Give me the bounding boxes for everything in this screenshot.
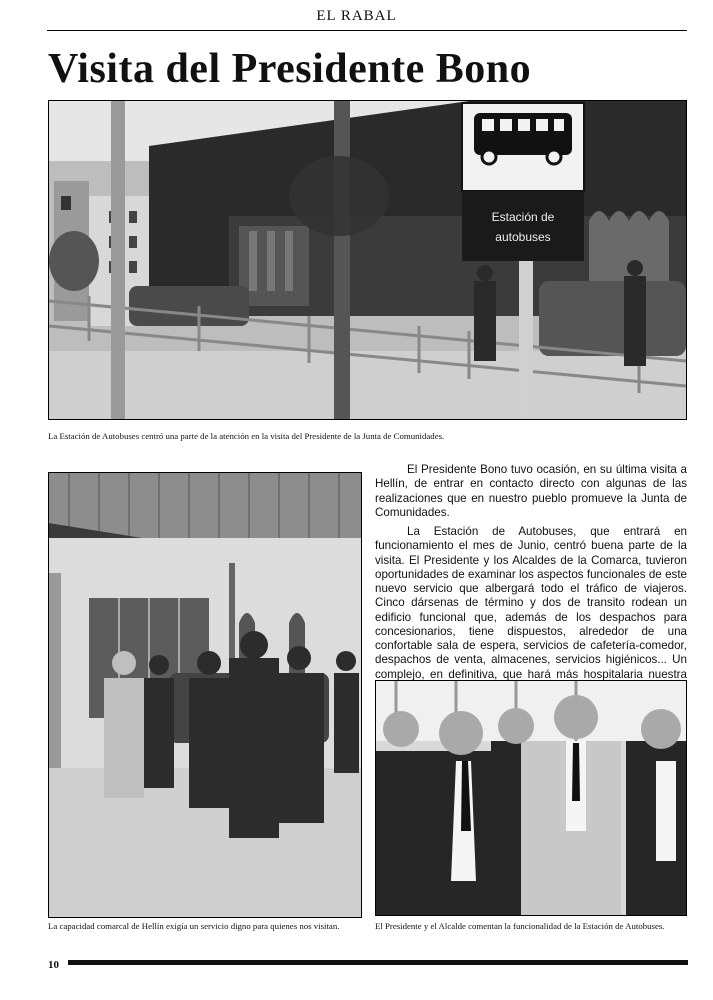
president-mayor-photo (375, 680, 687, 916)
sign-text-line1: Estación de (491, 210, 555, 224)
page-number: 10 (48, 959, 59, 971)
right-photo-caption: El Presidente y el Alcalde comentan la funcionalidad de la Estación de Autobuses. (375, 921, 665, 931)
footer-rule (68, 960, 688, 965)
sign-text-line2: autobuses (495, 230, 551, 244)
section-header: EL RABAL (316, 8, 397, 24)
article-paragraph: La Estación de Autobuses, que entrará en funcionamiento el mes de Junio, centró buena parte de la visita. El Presidente y los Alcaldes de la Comarca, tuvieron oportunidades de examinar los aspectos funcionales de este nuevo servicio que albergará todo el tráfico de viajeros. Cinco dársenas de término y dos de transito rodean un edificio funcional que, además de los despachos para concesionarios, tiene dispuestos, alrededor de una confortable sala de espera, servicios de cafetería-comedor, despachos de venta, almacenes, servicios higiénicos... Un complejo, en definitiva, que hará más hospitalaria nuestra (375, 525, 687, 681)
article-body (375, 463, 687, 701)
bus-station-photo (48, 100, 687, 420)
article-paragraph: El Presidente Bono tuvo ocasión, en su última visita a Hellín, de entrar en contacto directo con algunas de las realizaciones que en nuestro pueblo promueve la Junta de Comunidades. (375, 463, 687, 519)
left-photo-caption: La capacidad comarcal de Hellín exigía un servicio digno para quienes nos visitan. (48, 921, 340, 931)
header-rule (47, 30, 687, 31)
officials-station-photo (48, 472, 362, 918)
article-title: Visita del Presidente Bono (48, 46, 532, 92)
top-photo-caption: La Estación de Autobuses centró una parte de la atención en la visita del Presidente de la Junta de Comunidades. (48, 431, 445, 441)
